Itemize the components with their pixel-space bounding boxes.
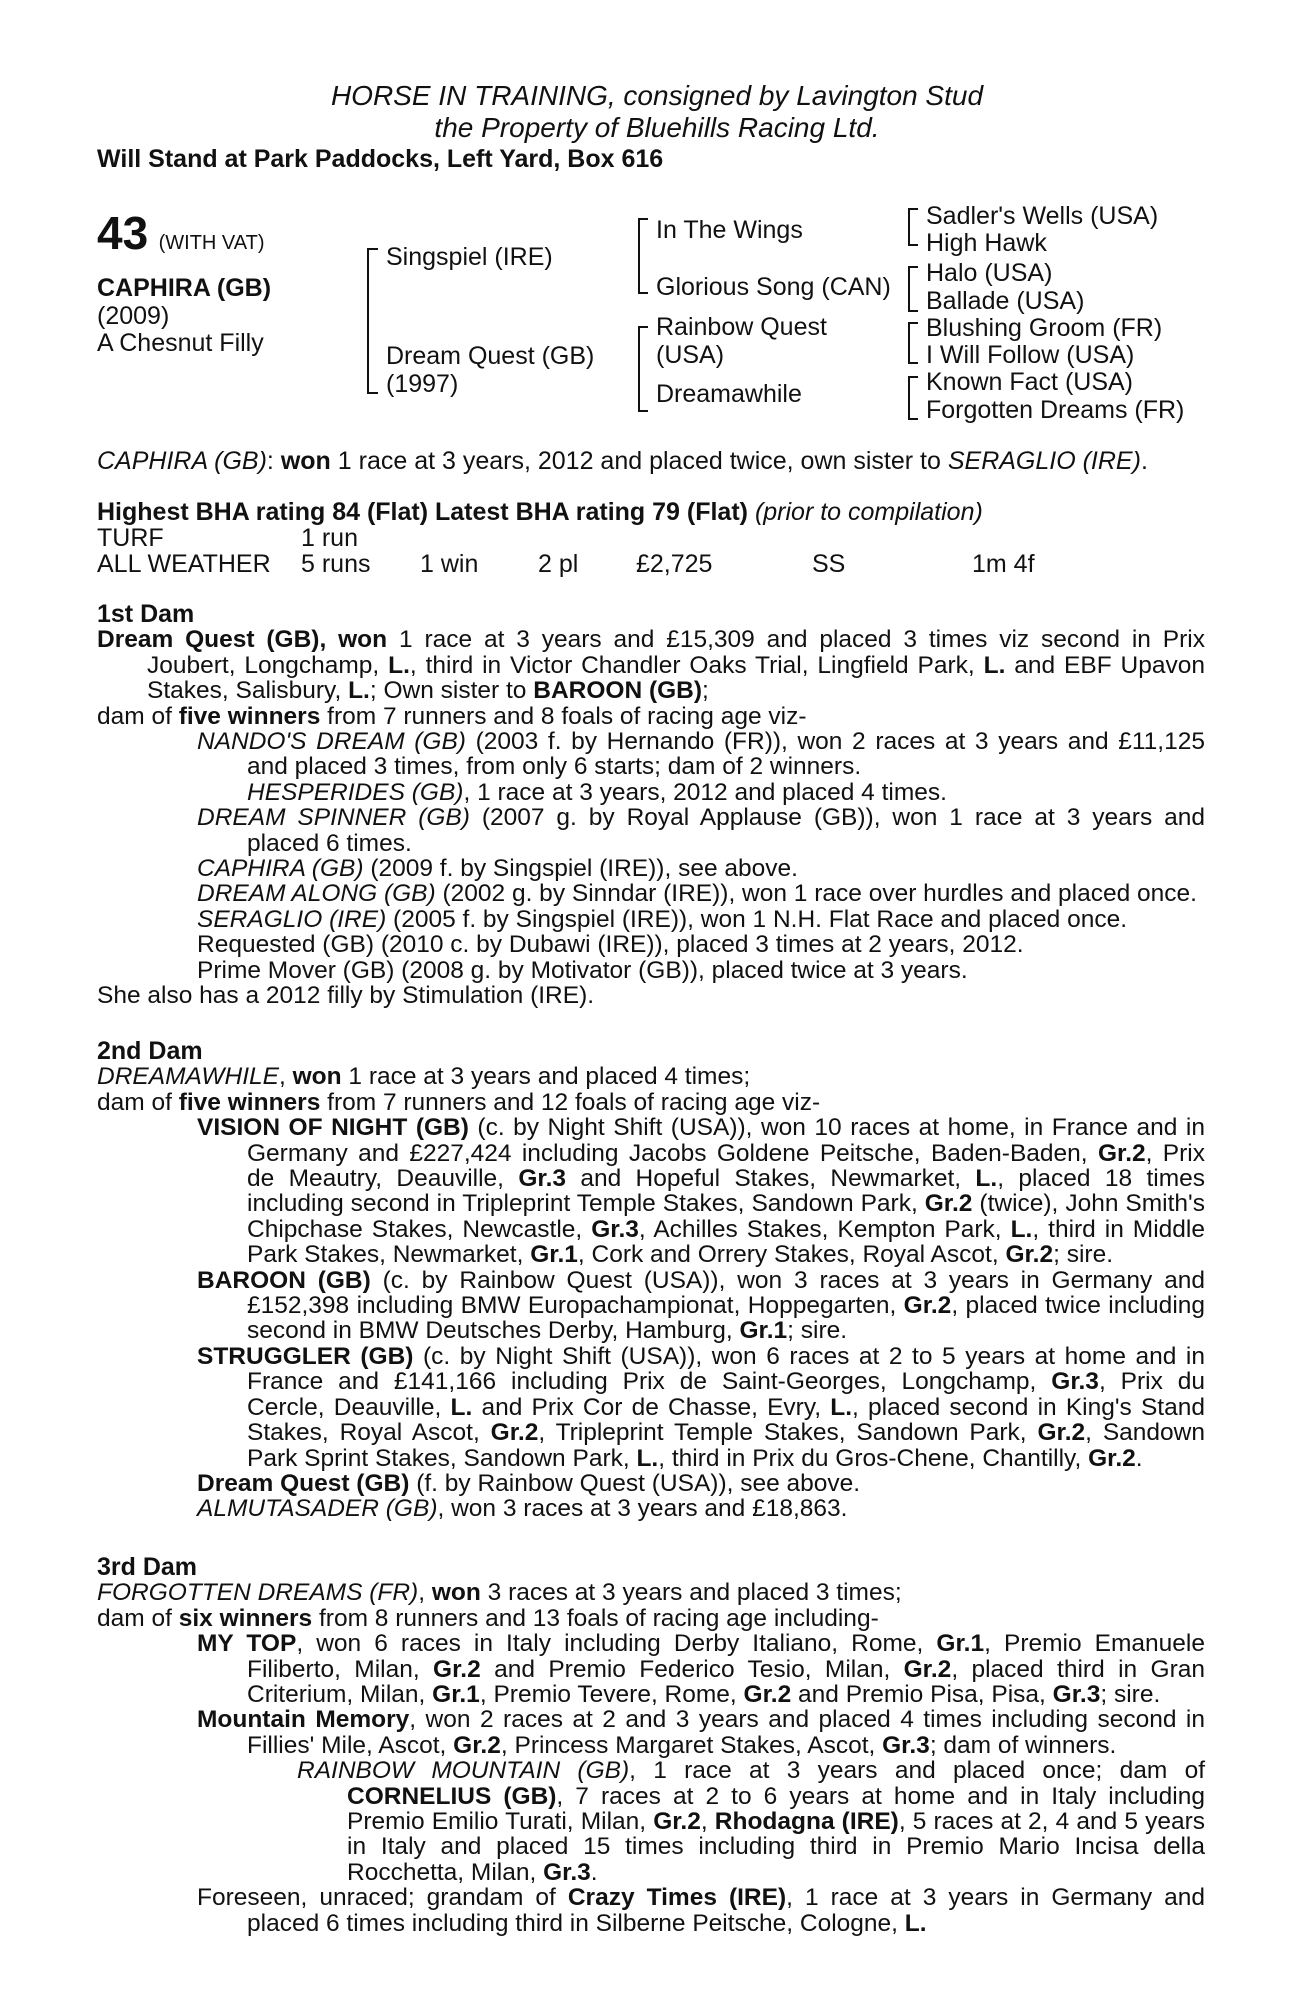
first-dam-produce-5 — [97, 907, 1205, 932]
produce-rainbow-mountain — [97, 1758, 1205, 1885]
mountain-memory-t1: , won 2 races at 2 and 3 years and placed 4 times including second in Fillies' Mile, Ascot, — [247, 1706, 1205, 1759]
my-top-t7: ; sire. — [1100, 1681, 1161, 1709]
struggler-t5: , Tripleprint Temple Stakes, Sandown Park, — [538, 1419, 1038, 1447]
summary — [97, 447, 1148, 476]
third-dam-t1: 3 races at 3 years and placed 3 times; — [480, 1579, 902, 1607]
vision-t8: , Cork and Orrery Stakes, Royal Ascot, — [577, 1241, 1006, 1269]
third-dam-entry: FORGOTTEN DREAMS (FR), won 3 races at 3 years and placed 3 times; — [97, 1579, 902, 1607]
second-dam-winners: five winners — [178, 1088, 321, 1116]
almutasader-name: ALMUTASADER (GB) — [197, 1495, 438, 1523]
vision-t1: (c. by Night Shift (USA)), won 10 races at home, in France and in Germany and £227,424 including Jacobs Goldene Peitsche, Baden-Baden, — [247, 1114, 1205, 1167]
third-dam-won: won — [431, 1579, 481, 1607]
record-aw-label: ALL WEATHER — [97, 550, 271, 578]
vision-g5: Gr.3 — [591, 1215, 639, 1243]
second-dam-heading: 2nd Dam — [97, 1037, 203, 1065]
first-dam-produce-1a — [97, 780, 1205, 805]
first-dam-damof — [97, 704, 1205, 729]
pedigree-sd: Glorious Song (CAN) — [656, 273, 891, 301]
baroon-name: BAROON (GB) — [197, 1266, 371, 1294]
first-dam-produce-6: Requested (GB) (2010 c. by Dubawi (IRE)), placed 3 times at 2 years, 2012. — [197, 931, 1024, 959]
record-aw-going: SS — [812, 550, 846, 578]
produce-2-text: (2007 g. by Royal Applause (GB)), won 1 race at 3 years and placed 6 times. — [247, 804, 1205, 857]
first-dam-produce-7: Prime Mover (GB) (2008 g. by Motivator (GB)), placed twice at 3 years. — [197, 956, 968, 984]
vision-t3: and Hopeful Stakes, Newmarket, — [566, 1165, 976, 1193]
my-top-g2: Gr.2 — [433, 1655, 481, 1683]
lot-header — [97, 206, 265, 260]
record-turf-runs: 1 run — [301, 524, 358, 552]
lot-name: CAPHIRA (GB) — [97, 274, 272, 302]
struggler-g3: L. — [830, 1393, 853, 1421]
my-top-t2: , Premio Emanuele Filiberto, Milan, — [247, 1630, 1205, 1683]
vision-g3: L. — [975, 1165, 998, 1193]
rhodagna-name: Rhodagna (IRE) — [714, 1808, 899, 1836]
produce-4-name: DREAM ALONG (GB) — [197, 880, 436, 908]
baroon-t1: (c. by Rainbow Quest (USA)), won 3 races at 3 years in Germany and £152,398 including BMW Europachampionat, Hoppegarten, — [247, 1266, 1206, 1320]
produce-foreseen — [97, 1885, 1205, 1936]
pedigree-dsd: I Will Follow (USA) — [926, 341, 1135, 369]
mountain-memory-name: Mountain Memory — [197, 1706, 410, 1734]
rainbow-mountain-t4: , 5 races at 2, 4 and 5 years in Italy and placed 15 times including third in Premio Mario Incisa della Rocchetta, Milan, — [347, 1808, 1205, 1886]
first-dam-t4: ; Own sister to — [369, 677, 534, 705]
struggler-t7: , third in Prix du Gros-Chene, Chantilly, — [658, 1444, 1089, 1472]
struggler-g7: Gr.2 — [1088, 1444, 1136, 1472]
pedigree-sss: Sadler's Wells (USA) — [926, 202, 1159, 230]
foreseen-g1: L. — [904, 1909, 927, 1937]
first-dam-produce-4 — [97, 881, 1205, 906]
pedigree-dss: Blushing Groom (FR) — [926, 314, 1163, 342]
dream-quest-name: Dream Quest (GB) — [197, 1469, 410, 1497]
first-dam-l1: L. — [388, 651, 410, 679]
lot-description: A Chesnut Filly — [97, 329, 264, 357]
second-dam-damof — [97, 1090, 1205, 1115]
pedigree-brace-first — [367, 248, 378, 394]
vision-t9: ; sire. — [1053, 1241, 1114, 1269]
lot-number: 43 — [97, 207, 149, 259]
struggler-t8: . — [1135, 1444, 1143, 1472]
my-top-name: MY TOP — [197, 1630, 297, 1658]
rainbow-mountain-name: RAINBOW MOUNTAIN (GB) — [297, 1757, 630, 1785]
record-aw-runs: 5 runs — [301, 550, 371, 578]
header-owner: the Property of Bluehills Racing Ltd. — [434, 112, 880, 143]
struggler-t4: , placed second in King's Stand Stakes, Royal Ascot, — [247, 1393, 1205, 1447]
pedigree-sds: Halo (USA) — [926, 259, 1053, 287]
rainbow-mountain-t3: , — [700, 1808, 715, 1836]
rating-note: (prior to compilation) — [754, 498, 983, 526]
pedigree-brace-g1 — [908, 208, 918, 246]
almutasader-text: , won 3 races at 3 years and £18,863. — [437, 1495, 848, 1523]
struggler-name: STRUGGLER (GB) — [197, 1342, 414, 1370]
pedigree-brace-g4 — [908, 376, 918, 420]
summary-won: won — [280, 447, 331, 475]
first-dam-produce-3 — [97, 856, 1205, 881]
vision-g4: Gr.2 — [924, 1190, 973, 1218]
first-dam-l3: L. — [348, 677, 370, 705]
first-dam-damof-b: from 7 runners and 8 foals of racing age viz- — [320, 702, 807, 730]
pedigree-ss: In The Wings — [656, 216, 803, 244]
my-top-t1: , won 6 races in Italy including Derby Italiano, Rome, — [296, 1630, 937, 1658]
vision-g2: Gr.3 — [518, 1165, 567, 1193]
summary-sister: SERAGLIO (IRE) — [947, 447, 1141, 475]
struggler-t3: and Prix Cor de Chasse, Evry, — [472, 1393, 831, 1421]
second-dam-t1: 1 race at 3 years and placed 4 times; — [341, 1063, 751, 1091]
produce-my-top — [97, 1631, 1205, 1707]
summary-text: 1 race at 3 years, 2012 and placed twice, own sister to — [330, 447, 948, 475]
first-dam-won: won — [338, 626, 388, 654]
my-top-g5: Gr.2 — [743, 1681, 792, 1709]
rating-bold: Highest BHA rating 84 (Flat) Latest BHA rating 79 (Flat) — [97, 498, 748, 526]
first-dam-t3: and EBF Upavon Stakes, Salisbury, — [147, 651, 1205, 705]
vision-t2: , Prix de Meautry, Deauville, — [247, 1139, 1205, 1193]
vision-g1: Gr.2 — [1097, 1139, 1146, 1167]
third-dam-winners: six winners — [178, 1604, 313, 1632]
produce-struggler — [97, 1344, 1205, 1471]
my-top-t4: , placed third in Gran Criterium, Milan, — [247, 1655, 1205, 1709]
lot-vat: (WITH VAT) — [158, 232, 265, 254]
rainbow-mountain-g1: Gr.2 — [653, 1808, 701, 1836]
vision-name: VISION OF NIGHT (GB) — [197, 1114, 469, 1142]
second-dam-damof-a: dam of — [97, 1088, 179, 1116]
rainbow-mountain-t5: . — [590, 1858, 598, 1886]
struggler-t1: (c. by Night Shift (USA)), won 6 races at 2 to 5 years at home and in France and £141,166 including Prix de Saint-Georges, Longchamp, — [247, 1342, 1206, 1396]
pedigree-brace-g3 — [908, 322, 918, 364]
produce-5-text: (2005 f. by Singspiel (IRE)), won 1 N.H. Flat Race and placed once. — [386, 905, 1128, 933]
third-dam-damof — [97, 1606, 1205, 1631]
summary-name: CAPHIRA (GB) — [97, 447, 267, 475]
produce-1a-name: HESPERIDES (GB) — [247, 778, 464, 806]
pedigree-brace-sire — [638, 218, 648, 294]
pedigree-brace-g2 — [908, 266, 918, 312]
lot-year: (2009) — [97, 302, 170, 330]
dream-quest-text: (f. by Rainbow Quest (USA)), see above. — [409, 1469, 861, 1497]
record-aw-pl: 2 pl — [538, 550, 579, 578]
produce-almutasader — [97, 1496, 1205, 1521]
my-top-g4: Gr.1 — [432, 1681, 480, 1709]
first-dam-t1: 1 race at 3 years and £15,309 and placed 3 times viz second in Prix Joubert, Longchamp, — [147, 626, 1205, 679]
pedigree-ssd: High Hawk — [926, 229, 1047, 257]
pedigree-ds: Rainbow Quest — [656, 313, 827, 341]
produce-5-name: SERAGLIO (IRE) — [197, 905, 387, 933]
third-dam-name: FORGOTTEN DREAMS (FR) — [97, 1579, 419, 1607]
struggler-g2: L. — [450, 1393, 473, 1421]
record-aw-money: £2,725 — [636, 550, 713, 578]
my-top-t3: and Premio Federico Tesio, Milan, — [480, 1655, 904, 1683]
produce-1-text: (2003 f. by Hernando (FR)), won 2 races at 3 years and £11,125 and placed 3 times, from only 6 starts; dam of 2 winners. — [247, 728, 1205, 781]
vision-t4: , placed 18 times including second in Tripleprint Temple Stakes, Sandown Park, — [247, 1165, 1205, 1218]
first-dam-t2: , third in Victor Chandler Oaks Trial, Lingfield Park, — [409, 651, 984, 679]
vision-g7: Gr.1 — [530, 1241, 578, 1269]
first-dam-produce-1 — [97, 729, 1205, 780]
cornelius-name: CORNELIUS (GB) — [347, 1782, 557, 1810]
baroon-g1: Gr.2 — [903, 1292, 952, 1320]
pedigree-dd: Dreamawhile — [656, 380, 802, 408]
second-dam-entry: DREAMAWHILE, won 1 race at 3 years and placed 4 times; — [97, 1063, 751, 1091]
my-top-g6: Gr.3 — [1052, 1681, 1101, 1709]
rainbow-mountain-g2: Gr.3 — [543, 1858, 591, 1886]
struggler-g1: Gr.3 — [1051, 1368, 1099, 1396]
rainbow-mountain-t2: , 7 races at 2 to 6 years at home and in Italy including Premio Emilio Turati, Milan, — [347, 1782, 1205, 1836]
pedigree-sdd: Ballade (USA) — [926, 287, 1085, 315]
produce-3-text: (2009 f. by Singspiel (IRE)), see above. — [363, 855, 798, 883]
struggler-g6: L. — [636, 1444, 659, 1472]
vision-t7: , third in Middle Park Stakes, Newmarket, — [247, 1215, 1205, 1269]
produce-baroon — [97, 1268, 1205, 1344]
first-dam-entry: Dream Quest (GB), won 1 race at 3 years and £15,309 and placed 3 times viz second in Prix Joubert, Longchamp, L., third in Victor Chandler Oaks Trial, Lingfield Park, L. and EBF Upavon Stakes, Salisbury, L.; Own sister to BAROON (GB); — [97, 626, 1205, 705]
mountain-memory-t3: ; dam of winners. — [929, 1731, 1117, 1759]
vision-g6: L. — [1010, 1215, 1033, 1243]
record-turf-label: TURF — [97, 524, 164, 552]
second-dam-damof-b: from 7 runners and 12 foals of racing age viz- — [320, 1088, 821, 1116]
summary-colon: : — [266, 447, 274, 475]
my-top-t5: , Premio Tevere, Rome, — [479, 1681, 744, 1709]
baroon-t2: , placed twice including second in BMW Deutsches Derby, Hamburg, — [247, 1292, 1206, 1345]
pedigree-ddd: Forgotten Dreams (FR) — [926, 396, 1185, 424]
first-dam-name: Dream Quest (GB) — [97, 626, 320, 654]
third-dam-damof-b: from 8 runners and 13 foals of racing age including- — [312, 1604, 879, 1632]
pedigree-dam-year: (1997) — [386, 370, 459, 398]
first-dam-produce-8: She also has a 2012 filly by Stimulation (IRE). — [97, 982, 595, 1010]
my-top-g1: Gr.1 — [936, 1630, 985, 1658]
produce-1-name: NANDO'S DREAM (GB) — [197, 728, 466, 756]
struggler-t6: , Sandown Park Sprint Stakes, Sandown Park, — [247, 1419, 1206, 1472]
first-dam-heading: 1st Dam — [97, 600, 195, 628]
mountain-memory-t2: , Princess Margaret Stakes, Ascot, — [500, 1731, 883, 1759]
produce-4-text: (2002 g. by Sinndar (IRE)), won 1 race over hurdles and placed once. — [435, 880, 1197, 908]
foreseen-t1: Foreseen, unraced; grandam of — [197, 1884, 568, 1912]
header-consignor: HORSE IN TRAINING, consigned by Lavington Stud — [330, 80, 984, 111]
second-dam-won: won — [292, 1063, 342, 1091]
produce-2-name: DREAM SPINNER (GB) — [197, 804, 470, 832]
struggler-g4: Gr.2 — [490, 1419, 539, 1447]
crazy-times-name: Crazy Times (IRE) — [567, 1884, 787, 1912]
first-dam-sister: BAROON (GB) — [533, 677, 703, 705]
first-dam-winners: five winners — [178, 702, 321, 730]
pedigree-dds: Known Fact (USA) — [926, 368, 1134, 396]
rainbow-mountain-t1: , 1 race at 3 years and placed once; dam of — [629, 1757, 1205, 1785]
produce-1a-text: , 1 race at 3 years, 2012 and placed 4 times. — [463, 778, 947, 806]
vision-t5: (twice), John Smith's Chipchase Stakes, Newcastle, — [247, 1190, 1205, 1243]
record-aw-dist: 1m 4f — [972, 550, 1035, 578]
second-dam-name: DREAMAWHILE — [97, 1063, 279, 1091]
first-dam-l2: L. — [983, 651, 1006, 679]
my-top-t6: and Premio Pisa, Pisa, — [791, 1681, 1053, 1709]
produce-3-name: CAPHIRA (GB) — [197, 855, 364, 883]
third-dam-section — [97, 1555, 1205, 1936]
struggler-t2: , Prix du Cercle, Deauville, — [247, 1368, 1205, 1421]
first-dam-produce-2 — [97, 805, 1205, 856]
first-dam-t5: ; — [702, 677, 709, 705]
produce-vision-of-night — [97, 1115, 1205, 1267]
rating — [97, 498, 983, 527]
summary-end: . — [1140, 447, 1148, 475]
mountain-memory-g1: Gr.2 — [453, 1731, 501, 1759]
third-dam-heading: 3rd Dam — [97, 1553, 198, 1581]
produce-dream-quest — [97, 1471, 1205, 1496]
struggler-g5: Gr.2 — [1037, 1419, 1086, 1447]
record-aw-wins: 1 win — [420, 550, 479, 578]
vision-t6: , Achilles Stakes, Kempton Park, — [638, 1215, 1011, 1243]
pedigree-dam: Dream Quest (GB) — [386, 342, 595, 370]
pedigree-ds-2: (USA) — [656, 341, 725, 369]
baroon-t3: ; sire. — [787, 1317, 848, 1345]
vision-g8: Gr.2 — [1005, 1241, 1054, 1269]
my-top-g3: Gr.2 — [903, 1655, 952, 1683]
pedigree-sire: Singspiel (IRE) — [386, 243, 553, 271]
produce-mountain-memory — [97, 1707, 1205, 1758]
header-location: Will Stand at Park Paddocks, Left Yard, Box 616 — [97, 145, 664, 173]
foreseen-t2: , 1 race at 3 years in Germany and placed 6 times including third in Silberne Peitsche, Cologne, — [247, 1884, 1205, 1937]
mountain-memory-g2: Gr.3 — [882, 1731, 930, 1759]
third-dam-damof-a: dam of — [97, 1604, 179, 1632]
first-dam-section — [97, 602, 1205, 1009]
first-dam-damof-a: dam of — [97, 702, 179, 730]
baroon-g2: Gr.1 — [739, 1317, 788, 1345]
second-dam-section — [97, 1039, 1205, 1522]
pedigree-brace-dam — [638, 326, 648, 412]
